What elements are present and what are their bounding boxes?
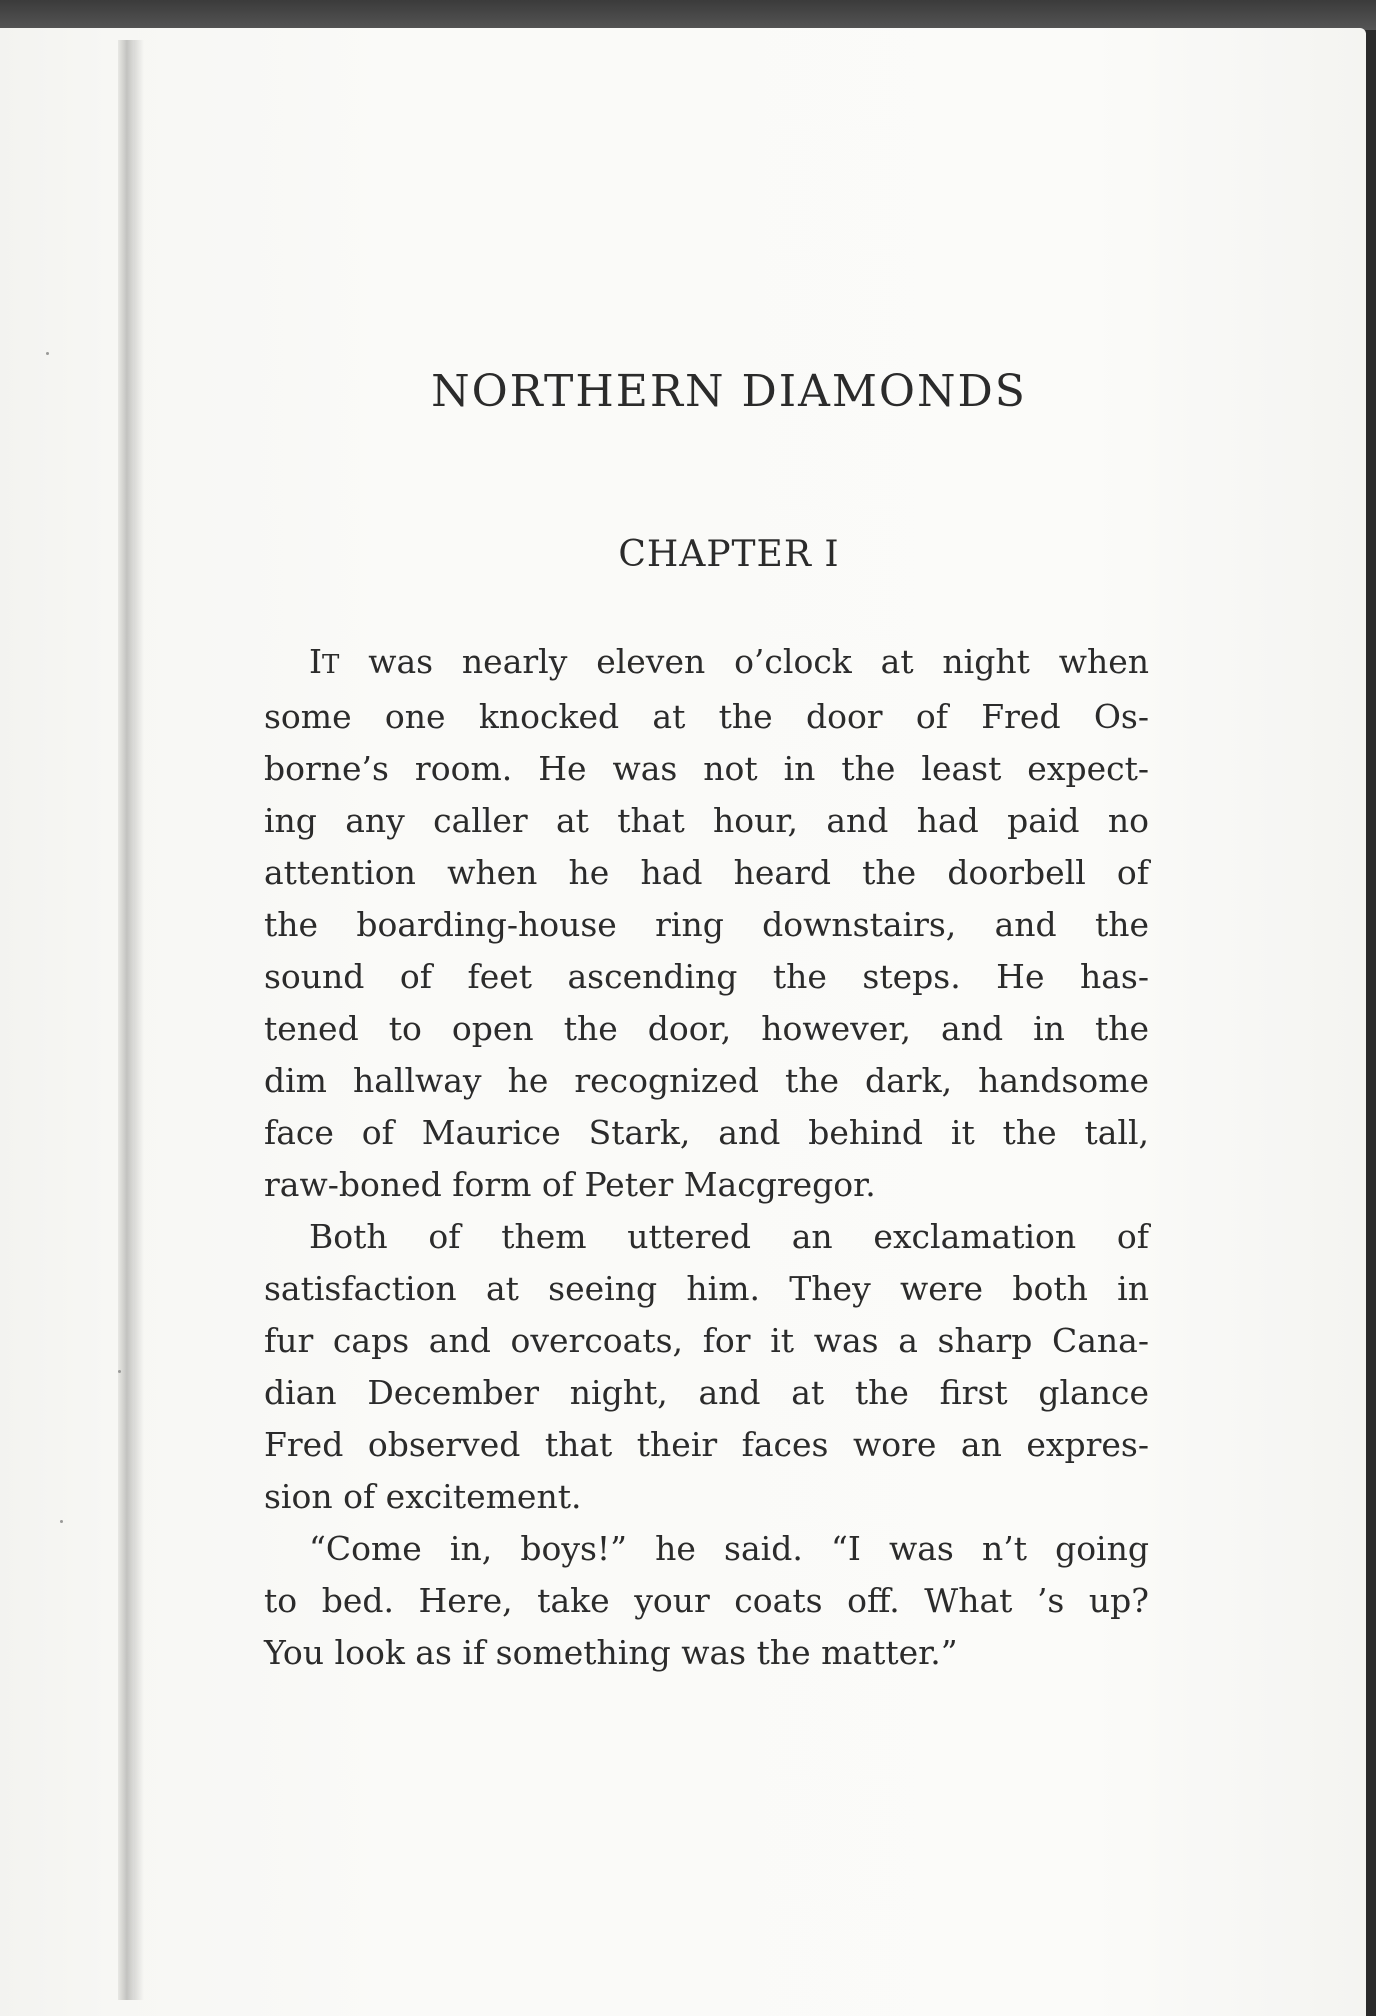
text-line: ing any caller at that hour, and had paid no [264,801,1149,840]
book-title: NORTHERN DIAMONDS [431,366,1027,417]
text-line: tened to open the door, however, and in the [264,1009,1149,1048]
small-caps-lead: T [322,650,340,680]
text-line: satisfaction at seeing him. They were both in [264,1269,1149,1308]
text-line: dim hallway he recognized the dark, handsome [264,1061,1149,1100]
paper-speck [46,352,49,355]
text-line: sion of excitement. [264,1477,582,1516]
chapter-body-text [264,636,1149,1679]
text-line: borne’s room. He was not in the least expect- [264,749,1149,788]
text-line: raw-boned form of Peter Macgregor. [264,1165,876,1204]
text-line: the boarding-house ring downstairs, and the [264,905,1149,944]
text-line: attention when he had heard the doorbell of [264,853,1149,892]
text-line: sound of feet ascending the steps. He has- [264,957,1149,996]
text-line: Both of them uttered an exclamation of [309,1217,1149,1256]
paper-speck [118,1370,121,1373]
gutter-shadow [134,40,144,2000]
paper-speck [60,1520,63,1523]
text-line [264,636,1149,691]
text-line: fur caps and overcoats, for it was a sharp Cana- [264,1321,1149,1360]
book-spine-gutter [118,40,134,2000]
text-line: face of Maurice Stark, and behind it the tall, [264,1113,1149,1152]
text-line: to bed. Here, take your coats off. What ’s up? [264,1581,1149,1620]
text-line: dian December night, and at the first glance [264,1373,1149,1412]
line-text: was nearly eleven o’clock at night when [339,642,1149,681]
chapter-heading: CHAPTER I [618,534,840,575]
drop-initial: I [309,642,323,681]
text-line: “Come in, boys!” he said. “I was n’t going [309,1529,1149,1568]
text-line: You look as if something was the matter.” [264,1633,958,1672]
scan-top-edge [0,0,1376,30]
text-line: Fred observed that their faces wore an expres- [264,1425,1149,1464]
text-line: some one knocked at the door of Fred Os- [264,697,1149,736]
